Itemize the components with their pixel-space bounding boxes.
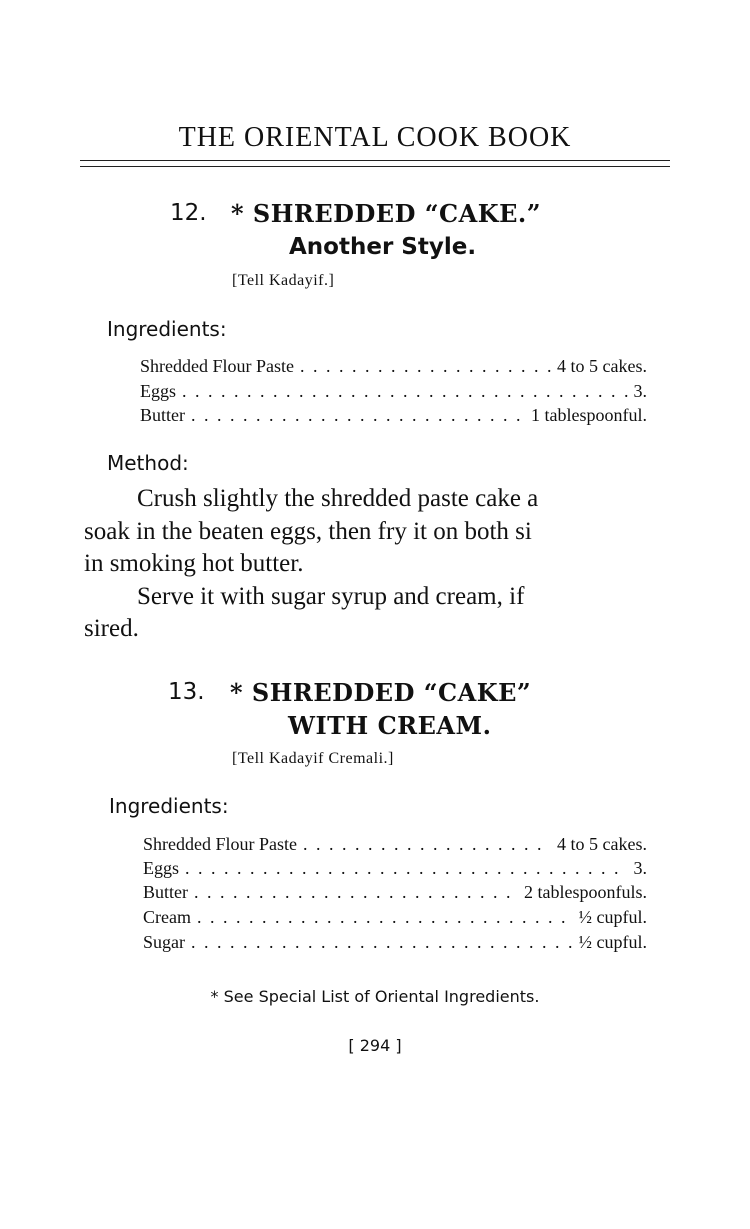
ingredient-name: Butter <box>140 405 185 425</box>
leader-dots <box>194 882 518 903</box>
header-rule-bottom <box>80 166 670 167</box>
ingredient-row <box>143 858 647 879</box>
ingredient-amount: 4 to 5 cakes. <box>557 834 647 854</box>
ingredients-heading: Ingredients: <box>107 317 227 341</box>
recipe-number: 12. <box>170 200 207 226</box>
ingredient-amount: ½ cupful. <box>578 932 647 952</box>
recipe-subtitle: Another Style. <box>289 234 477 260</box>
header-rule-top <box>80 160 670 161</box>
ingredient-name: Shredded Flour Paste <box>143 834 297 854</box>
leader-dots <box>303 834 551 855</box>
footnote: * See Special List of Oriental Ingredients. <box>210 987 540 1006</box>
ingredient-amount: 3. <box>633 858 647 878</box>
leader-dots <box>185 858 628 879</box>
method-heading: Method: <box>107 451 189 475</box>
ingredient-row <box>143 834 647 855</box>
page-number: [ 294 ] <box>348 1036 402 1055</box>
ingredient-amount: 1 tablespoonful. <box>531 405 647 425</box>
running-head: THE ORIENTAL COOK BOOK <box>178 122 572 153</box>
ingredient-amount: 3. <box>633 381 647 401</box>
method-line: soak in the beaten eggs, then fry it on both si <box>84 518 532 545</box>
ingredient-row <box>140 381 647 402</box>
recipe-local-name: [Tell Kadayif.] <box>232 272 335 289</box>
ingredient-name: Butter <box>143 882 188 902</box>
ingredient-name: Eggs <box>140 381 176 401</box>
ingredient-row <box>143 907 647 928</box>
ingredient-amount: 4 to 5 cakes. <box>557 356 647 376</box>
ingredient-name: Eggs <box>143 858 179 878</box>
ingredients-heading: Ingredients: <box>109 794 229 818</box>
leader-dots <box>182 381 628 402</box>
leader-dots <box>191 932 573 953</box>
recipe-title: * SHREDDED “CAKE” <box>230 678 532 707</box>
leader-dots <box>300 356 551 377</box>
ingredient-name: Cream <box>143 907 191 927</box>
method-line: in smoking hot butter. <box>84 550 304 577</box>
recipe-subtitle: WITH CREAM. <box>288 711 492 740</box>
method-line: Serve it with sugar syrup and cream, if <box>137 583 525 610</box>
ingredient-name: Sugar <box>143 932 185 952</box>
ingredient-row <box>140 405 647 426</box>
leader-dots <box>191 405 525 426</box>
ingredient-row <box>143 882 647 903</box>
recipe-number: 13. <box>168 679 205 705</box>
ingredient-row <box>140 356 647 377</box>
ingredient-row <box>143 932 647 953</box>
method-line: sired. <box>84 615 139 642</box>
method-line: Crush slightly the shredded paste cake a <box>137 485 539 512</box>
ingredient-amount: ½ cupful. <box>578 907 647 927</box>
ingredient-amount: 2 tablespoonfuls. <box>524 882 647 902</box>
recipe-title: * SHREDDED “CAKE.” <box>231 199 542 228</box>
recipe-local-name: [Tell Kadayif Cremali.] <box>232 750 394 767</box>
ingredient-name: Shredded Flour Paste <box>140 356 294 376</box>
leader-dots <box>197 907 573 928</box>
